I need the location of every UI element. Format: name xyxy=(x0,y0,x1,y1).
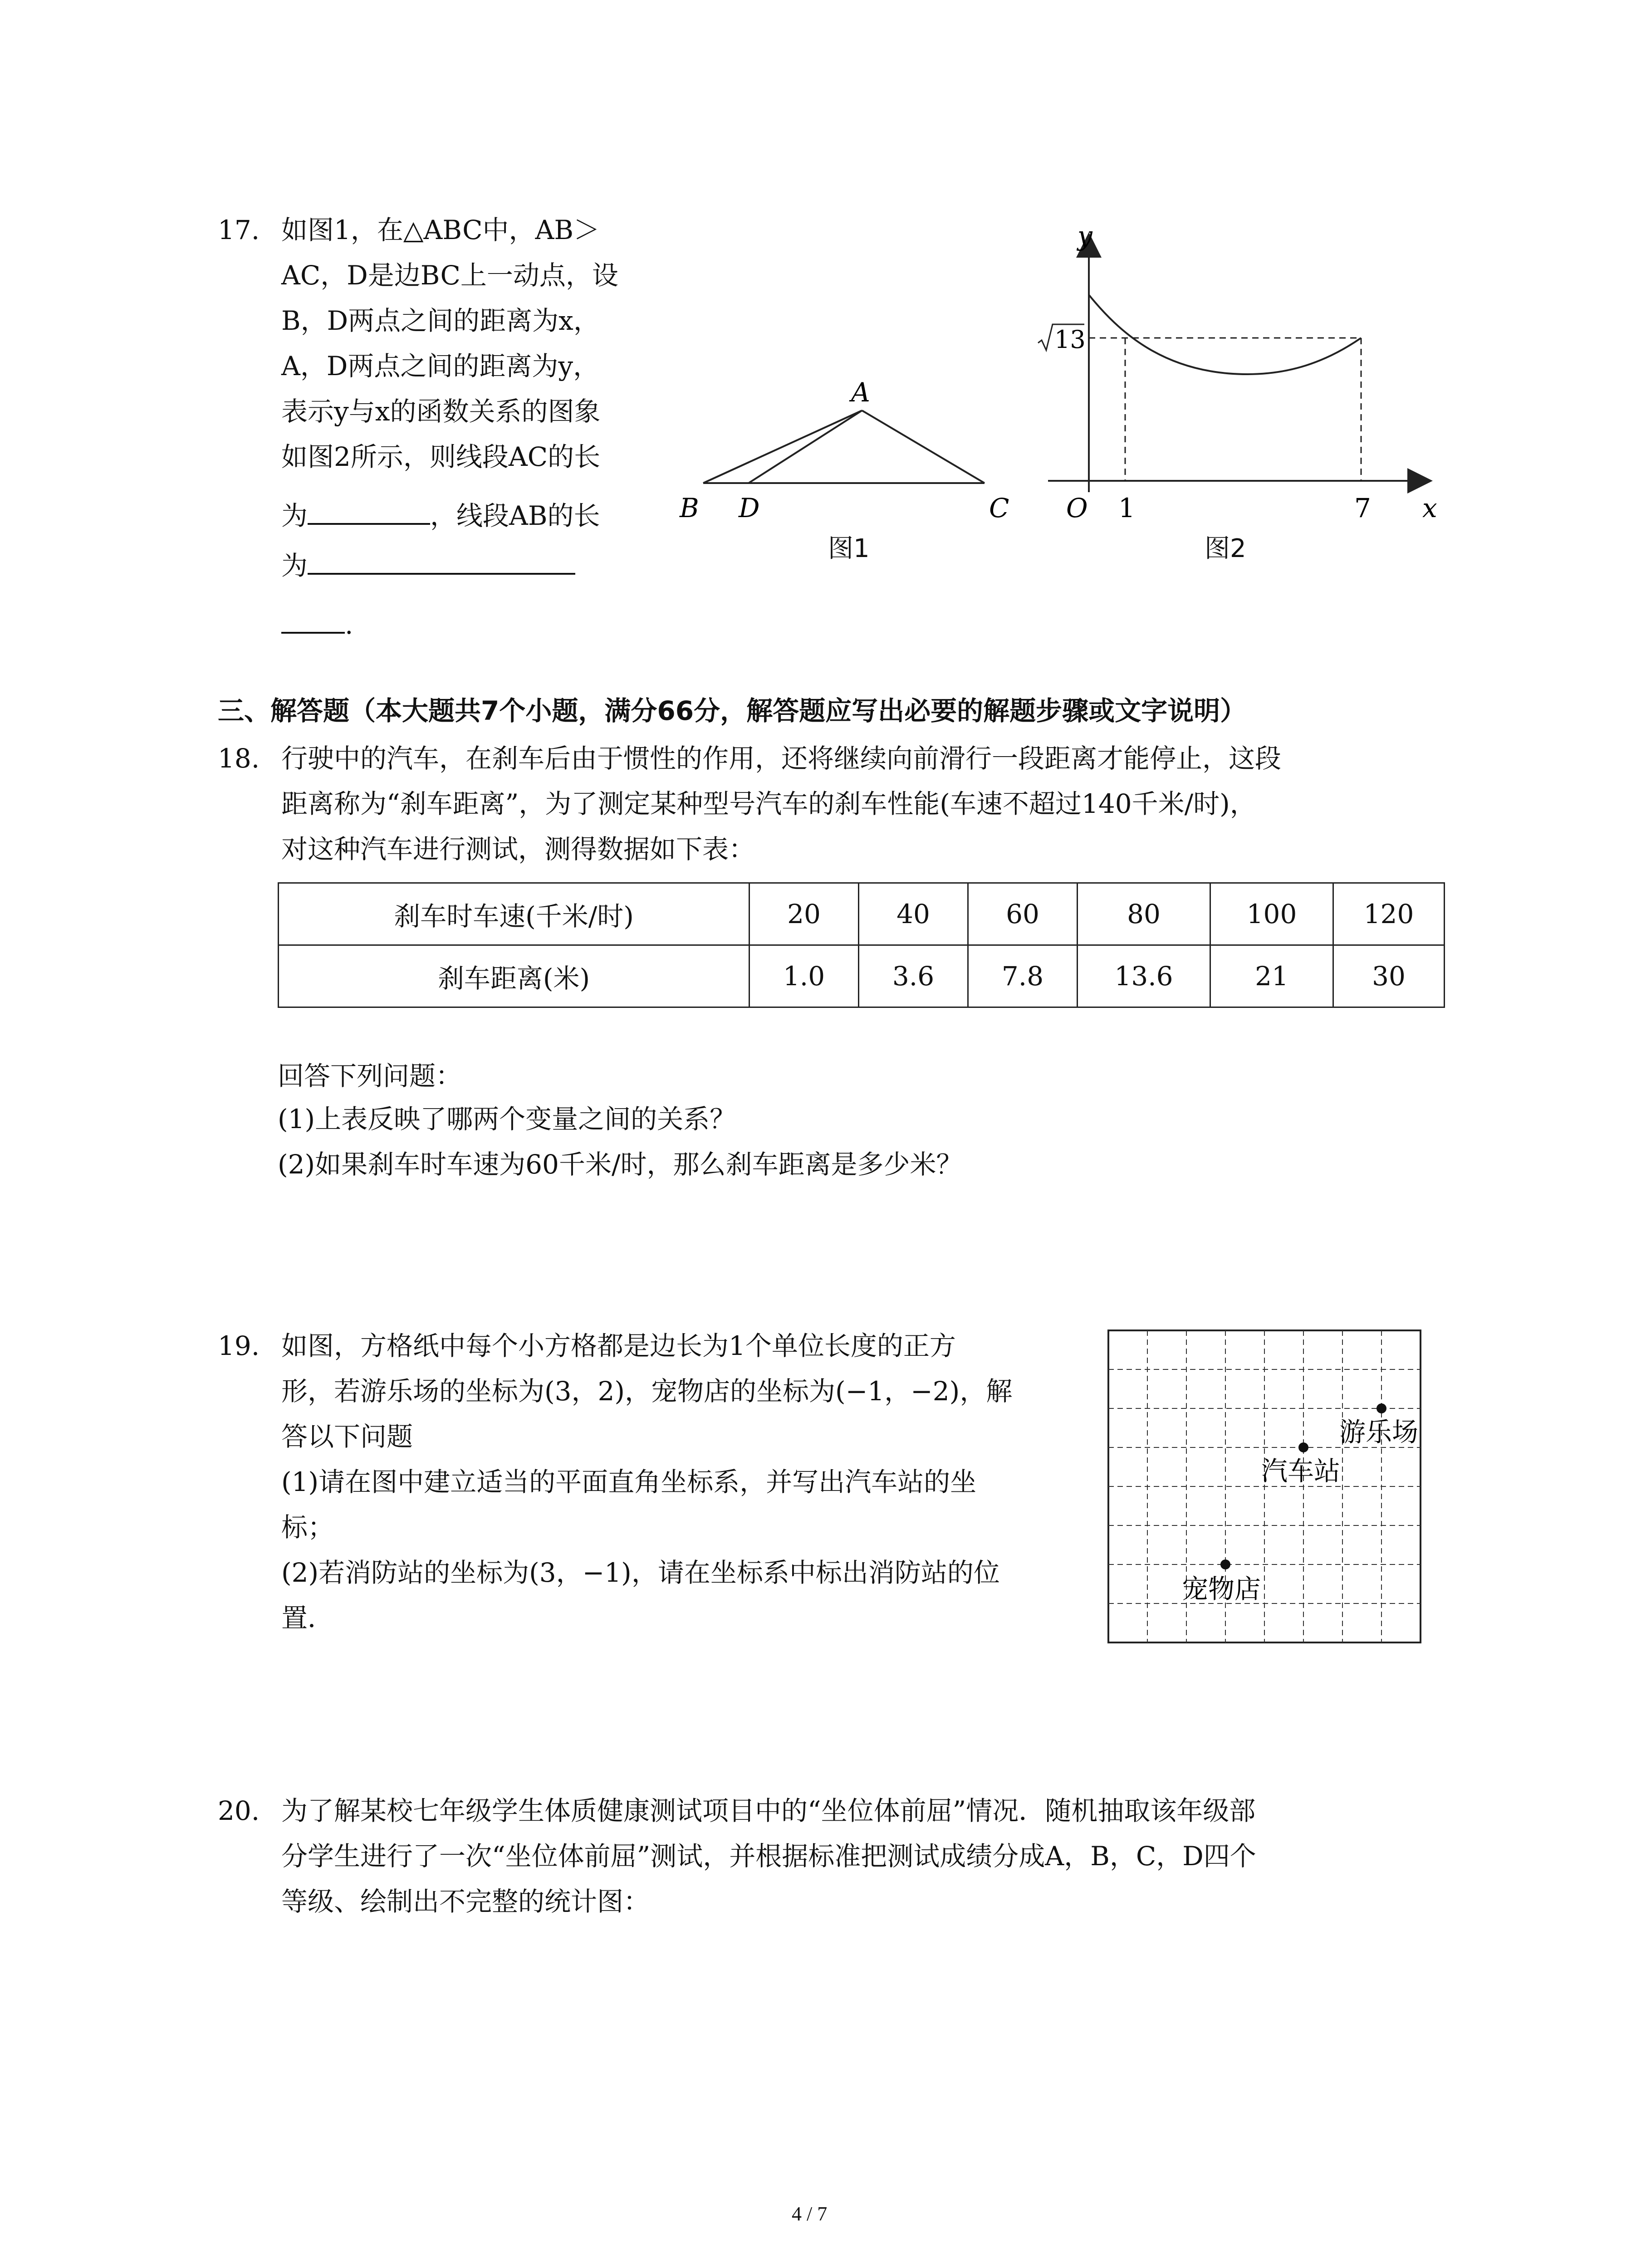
q17-figure-1-caption: 图1 xyxy=(828,534,870,563)
table-header-distance: 刹车距离(米) xyxy=(279,945,749,1007)
x-tick-1: 1 xyxy=(1118,493,1135,523)
q20-number: 20. xyxy=(218,1795,260,1826)
q18-subquestion-2: (2)如果刹车时车速为60千米/时，那么刹车距离是多少米？ xyxy=(278,1149,963,1180)
point-label-c: C xyxy=(989,493,1009,523)
q20-line-2: 分学生进行了一次“坐位体前屈”测试，并根据标准把测试成绩分成A，B，C，D四个 xyxy=(281,1841,1256,1872)
q20-line-3: 等级、绘制出不完整的统计图： xyxy=(281,1886,650,1917)
x-axis-label: x xyxy=(1422,493,1437,523)
q17-line-6: 如图2所示，则线段AC的长 xyxy=(281,441,601,472)
point-label-d: D xyxy=(739,493,760,523)
triangle-side-ac xyxy=(862,411,985,483)
table-cell-distance: 30 xyxy=(1333,945,1445,1007)
q17-line-8-prefix: 为 xyxy=(281,550,308,581)
q17-line-7-prefix: 为 xyxy=(281,500,308,531)
q19-line-5: 标； xyxy=(281,1512,334,1543)
table-cell-distance: 7.8 xyxy=(968,945,1078,1007)
q18-line-3: 对这种汽车进行测试，测得数据如下表： xyxy=(281,834,755,865)
q17-answer-blank-ac[interactable] xyxy=(308,495,430,525)
q19-line-4: (1)请在图中建立适当的平面直角坐标系，并写出汽车站的坐 xyxy=(281,1466,977,1497)
q17-line-4: A，D两点之间的距离为y， xyxy=(281,351,600,381)
q17-line-1: 如图1，在△ABC中，AB＞ xyxy=(281,215,600,245)
triangle-side-ba xyxy=(703,411,862,483)
grid-lines xyxy=(1108,1330,1421,1642)
point-label-a: A xyxy=(851,377,870,408)
origin-label: O xyxy=(1066,493,1088,523)
pet-shop-point xyxy=(1220,1559,1230,1569)
q18-prompt: 回答下列问题： xyxy=(278,1061,462,1091)
q17-figure-2 xyxy=(1034,218,1470,544)
q20-line-1: 为了解某校七年级学生体质健康测试项目中的“坐位体前屈”情况．随机抽取该年级部 xyxy=(281,1795,1256,1826)
table-cell-distance: 3.6 xyxy=(859,945,968,1007)
x-tick-7: 7 xyxy=(1354,493,1371,523)
table-cell-speed: 40 xyxy=(859,883,968,945)
q17-line-2: AC，D是边BC上一动点，设 xyxy=(281,260,618,291)
function-curve xyxy=(1089,295,1361,374)
q18-line-1: 行驶中的汽车，在刹车后由于惯性的作用，还将继续向前滑行一段距离才能停止，这段 xyxy=(281,743,1282,774)
table-cell-speed: 80 xyxy=(1078,883,1210,945)
table-cell-distance: 21 xyxy=(1210,945,1333,1007)
table-cell-distance: 13.6 xyxy=(1078,945,1210,1007)
q19-line-3: 答以下问题 xyxy=(281,1421,413,1452)
q18-number: 18. xyxy=(218,743,260,774)
q17-line-9 xyxy=(281,603,353,646)
segment-ad xyxy=(749,411,862,483)
point-label-b: B xyxy=(680,493,699,523)
q19-line-7: 置． xyxy=(281,1603,334,1633)
table-row-speed xyxy=(279,883,1445,945)
amusement-park-label: 游乐场 xyxy=(1339,1417,1419,1447)
q19-line-6: (2)若消防站的坐标为(3，−1)，请在坐标系中标出消防站的位 xyxy=(281,1557,1000,1588)
q17-answer-blank-ab[interactable] xyxy=(308,545,575,575)
q18-data-table xyxy=(278,882,1445,1008)
q17-line-7 xyxy=(281,494,600,537)
table-cell-speed: 120 xyxy=(1333,883,1445,945)
table-cell-speed: 100 xyxy=(1210,883,1333,945)
q18-line-2: 距离称为“刹车距离”，为了测定某种型号汽车的刹车性能(车速不超过140千米/时)， xyxy=(281,788,1256,819)
q17-line-9-suffix: . xyxy=(345,609,353,640)
q17-line-7-suffix: ，线段AB的长 xyxy=(430,500,600,531)
section-3-title: 三、解答题（本大题共7个小题，满分66分，解答题应写出必要的解题步骤或文字说明） xyxy=(218,695,1247,726)
q17-figure-2-caption: 图2 xyxy=(1205,534,1246,563)
table-cell-speed: 60 xyxy=(968,883,1078,945)
bus-station-label: 汽车站 xyxy=(1261,1456,1341,1486)
q19-line-1: 如图，方格纸中每个小方格都是边长为1个单位长度的正方 xyxy=(281,1330,956,1361)
q17-line-5: 表示y与x的函数关系的图象 xyxy=(281,396,601,427)
q19-grid-map xyxy=(1107,1329,1434,1656)
q17-line-3: B，D两点之间的距离为x， xyxy=(281,305,600,336)
table-cell-distance: 1.0 xyxy=(749,945,859,1007)
table-header-speed: 刹车时车速(千米/时) xyxy=(279,883,749,945)
table-cell-speed: 20 xyxy=(749,883,859,945)
q18-subquestion-1: (1)上表反映了哪两个变量之间的关系？ xyxy=(278,1104,736,1134)
y-axis-label: y xyxy=(1078,220,1092,251)
q17-answer-blank-ab-cont[interactable] xyxy=(281,604,345,634)
q19-line-2: 形，若游乐场的坐标为(3，2)，宠物店的坐标为(−1，−2)，解 xyxy=(281,1376,1013,1407)
q17-number: 17. xyxy=(218,215,260,245)
sqrt-value-label: 13 xyxy=(1054,325,1086,354)
amusement-park-point xyxy=(1376,1403,1386,1413)
pet-shop-label: 宠物店 xyxy=(1182,1574,1261,1604)
q17-line-8 xyxy=(281,544,575,587)
q19-number: 19. xyxy=(218,1330,260,1361)
page-number: 4 / 7 xyxy=(792,2203,828,2225)
bus-station-point xyxy=(1298,1442,1308,1452)
table-row-distance xyxy=(279,945,1445,1007)
